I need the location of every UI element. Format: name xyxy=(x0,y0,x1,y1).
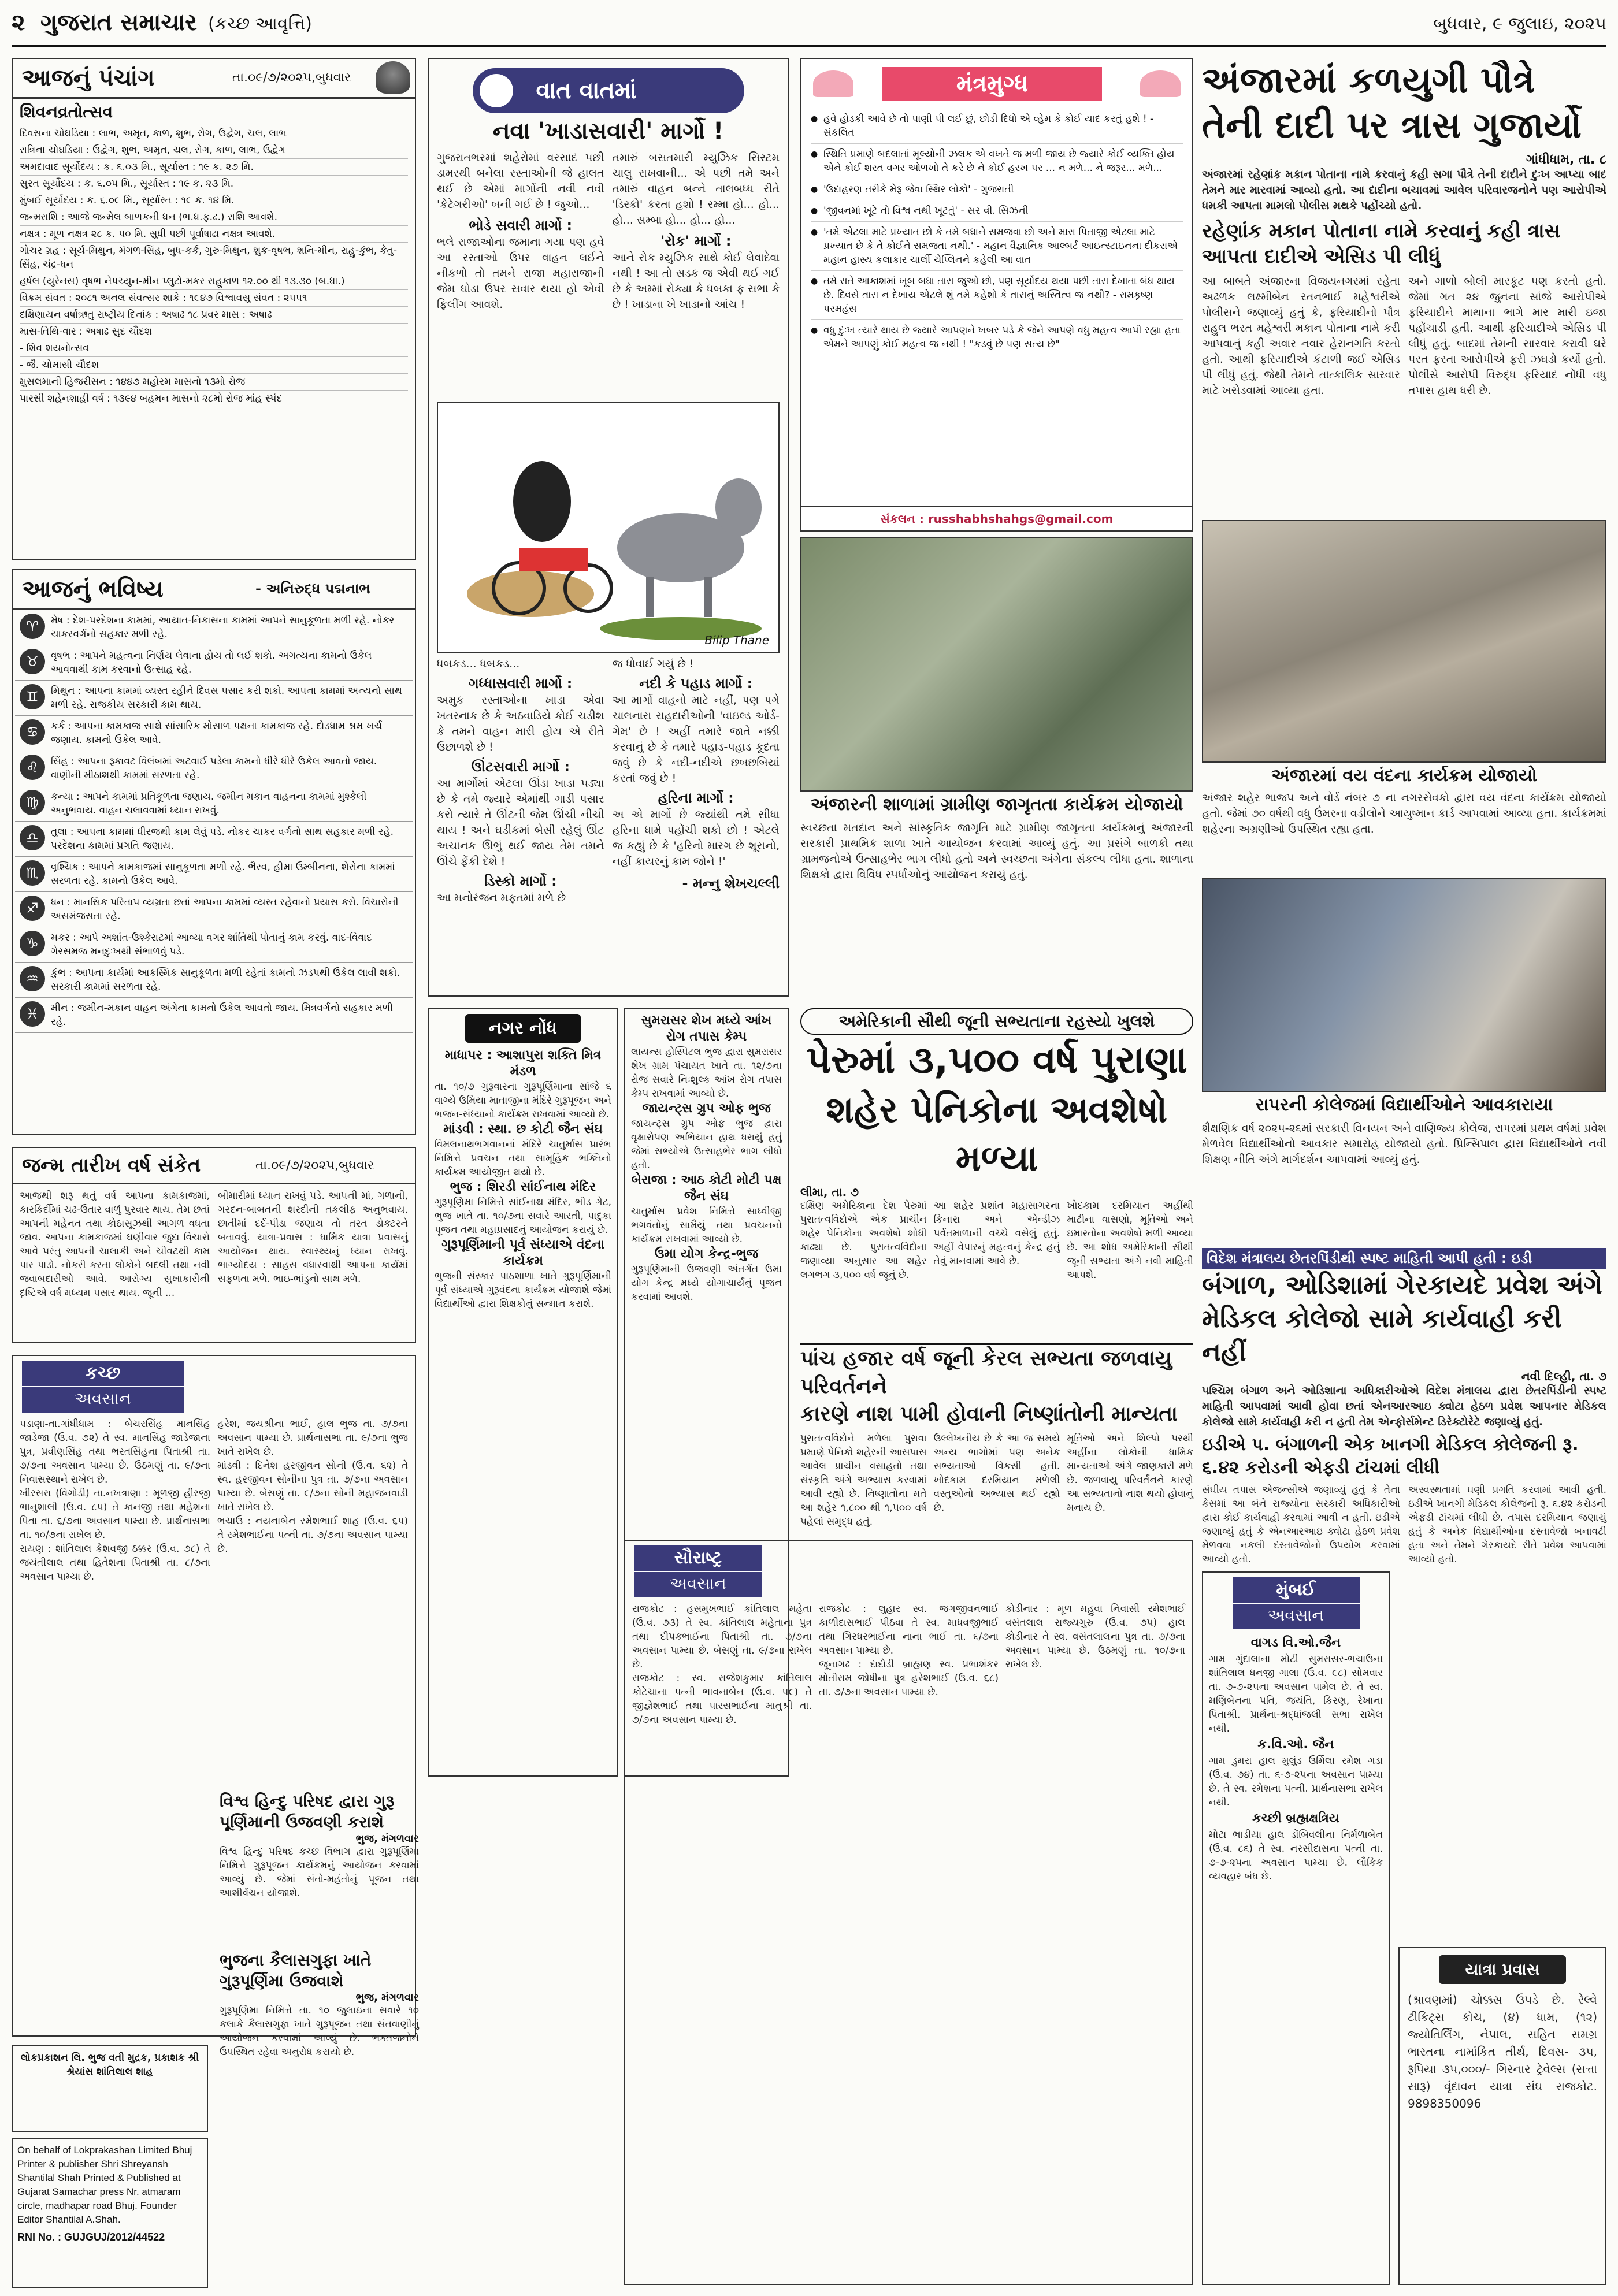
anjar-headline-1: અંજારમાં કળયુગી પૌત્રે xyxy=(1202,59,1535,101)
vaat-intro: ગુજરાતભરમાં શહેરોમાં વરસાદ પછી ડામરથી બનેલા રસ્તાઓની જે હાલત થઈ છે એમાં માર્ગોની નવી નવી 'કેટેગરીઓ' બની ગઈ છે ! જુઓ... xyxy=(437,151,604,211)
horoscope-text: વૃશ્ચિક : આપને કામકાજમાં સાનુકૂળતા મળી રહે. ભૈરવ, હીમા ઉમ્બીનના, શેરોના કામમાં સરળતા રહે. કામનો ઉકેલ આવે. xyxy=(51,861,395,887)
mumbai-p-1: ગામ ગુંદાલાના મોટી સુમરાસર-ભચાઉના શાંતિલાલ ધનજી ગાલા (ઉ.વ. ૯૮) સોમવાર તા. ૭-૭-૨૫ના અવસાન પામેલ છે. તે સ્વ. મણિબેનના પતિ, જયંતિ, કિરણ, રેખાના પિતાશ્રી. પ્રાર્થના-શ્રદ્ધાંજલી સભા રાખેલ નથી. xyxy=(1209,1654,1383,1734)
vaat-header xyxy=(473,68,744,113)
publisher-text: લોકપ્રકાશન લિ. ભુજ વતી મુદ્રક, પ્રકાશક શ્રી શ્રેયાંસ શાંતિલાલ શાહ xyxy=(20,2052,199,2078)
bhavishya-author: - અનિરુદ્ધ પદ્મનાભ xyxy=(255,581,370,597)
bullet-icon: ● xyxy=(811,150,818,159)
panchang-title: આજનું પંચાંગ xyxy=(22,65,155,91)
saurashtra-section xyxy=(624,1540,1193,2285)
bullet-icon: ● xyxy=(811,206,818,216)
horoscope-row xyxy=(15,610,413,645)
horoscope-row xyxy=(15,716,413,751)
cartoon-illustration xyxy=(438,403,780,649)
zodiac-sign-icon: ♏ xyxy=(20,860,45,886)
quote-item: તમે રાતે આકાશમાં ખૂબ બધા તારા જુઓ છો, પણ સૂર્યોદય થયા પછી તારા દેખાતા બંધ થાય છે. દિવસે તારા ન દેખાય એટલે શું તમે કહેશો કે તારાનું અસ્તિત્વ જ નથી? - રામકૃષ્ણ પરમહંસ ● xyxy=(811,271,1183,320)
vaat-rock-text: આને રોક મ્યુઝિક સાથે કોઈ લેવાદેવા નથી ! આ તો સડક જ એવી થઈ ગઈ છે કે અમ્માં રોક્યા કે ધબકા ફ સભા કે છે ! ખાડાના ખે ખાડાનો આંચ ! xyxy=(612,251,780,311)
bullet-icon: ● xyxy=(811,277,818,286)
vaat-section xyxy=(428,58,789,997)
kerala-story xyxy=(800,1343,1193,1534)
horoscope-text: મિથુન : આપના કામમાં વ્યસ્ત રહીને દિવસ પસાર કરી શકો. આપના કામમાં અન્યનો સાથ મળી રહે. રાજકીય સરકારી કામ થાય. xyxy=(51,685,402,711)
bengal-kicker: વિદેશ મંત્રાલય છેતરપિંડીથી સ્પષ્ટ માહિતી આપી હતી : ઇડી xyxy=(1202,1248,1606,1269)
horoscope-row xyxy=(15,786,413,822)
panchang-date: તા.૦૯/૭/૨૦૨૫,બુધવાર xyxy=(232,70,351,85)
nondh-p-3: ગુરૂપૂર્ણિમા નિમિત્તે સાંઈનાથ મંદિર, ભીડ ગેટ, ભુજ ખાતે તા. ૧૦/૭ના સવારે આરતી, પાદુકા પૂજન તથા મહાપ્રસાદનું આયોજન કરાયું છે. xyxy=(435,1197,611,1236)
vaat-gadha-text: અમુક રસ્તાઓના ખાડા એવા ખતરનાક છે કે અઠવાડિયે કોઈ ચડીશ કે તમને વાહન મારી હોય એ રીતે ઉછાળશે છે ! xyxy=(437,694,604,753)
kutch-label: કચ્છ xyxy=(85,1363,121,1383)
kerala-headline-1: પાંચ હજાર વર્ષ જૂની કેરલ સભ્યતા જળવાયુ પરિવર્તનને xyxy=(800,1347,1172,1398)
horoscope-row xyxy=(15,857,413,892)
anjar-headline-2: તેની દાદી પર ત્રાસ ગુજાર્યો xyxy=(1202,104,1582,146)
vaat-sub-rock: 'રોક' માર્ગો : xyxy=(660,233,732,249)
anjar-story xyxy=(1202,58,1606,514)
panchang-line: હર્ષલ (યુરેનસ) વૃષભ નેપચ્યુન-મીન પ્લુટો-મકર રાહુકાળ ૧૨.૦૦ થી ૧૩.૩૦ (બ.ધા.) xyxy=(20,273,408,290)
nondh-p-5: લાયન્સ હોસ્પિટલ ભુજ દ્વારા સુમરાસર શેખ ગ્રામ પંચાયત ખાતે તા. ૧૨/૭ના રોજ સવારે નિઃશુલ્ક આંખ રોગ તપાસ કેમ્પ રાખવામાં આવ્યો છે. xyxy=(631,1046,782,1099)
mumbai-p-2: ગામ ડુમરા હાલ મુલુંડ ઉર્મિલા રમેશ ગડા (ઉ.વ. ૭૪) તા. ૬-૭-૨૫ના અવસાન પામ્યા છે. તે સ્વ. રમેશના પત્ની. પ્રાર્થનાસભા રાખેલ નથી. xyxy=(1209,1755,1383,1808)
kailas-place: ભુજ, મંગળવાર xyxy=(355,1992,419,2004)
vaat-sub-unt: ઊંટસવારી માર્ગો : xyxy=(471,759,570,775)
saurashtra-col-2: રાજકોટ : લુહાર સ્વ. જગજીવનભાઈ કાળીદાસભાઈ પીઠવા તે સ્વ. માધવજીભાઈ તથા ગિરધરભાઈના નાના ભાઈ તા. ૬/૭ના અવસાન પામ્યા છે. જૂનાગઢ : દાદોડી બ્રાહ્મણ સ્વ. પ્રભાશંકર મોતીરામ જોષીના પુત્ર હરેશભાઈ (ઉ.વ. ૬૮) તા. ૭/૭ના અવસાન પામ્યા છે. xyxy=(819,1603,999,1698)
bhavishya-title: આજનું ભવિષ્ય xyxy=(22,576,164,603)
vishwa-story xyxy=(220,1791,419,1941)
vaat-bhode-text: ભલે રાજાઓના જમાના ગયા પણ હવે આ રસ્તાઓ ઉપર વાહન લઈને નીકળો તો તમને રાજા મહારાજાની જેમ ઘોડા ઉપર સવાર થયા હો એવી ફિલીંગ આવશે. xyxy=(437,236,604,311)
bullet-icon: ● xyxy=(811,326,818,335)
nondh-sub-4: ગુરૂપૂર્ણિમાની પૂર્વ સંધ્યાએ વંદના કાર્યક્રમ xyxy=(441,1238,604,1268)
panchang-line: નક્ષત્ર : મૂળ નક્ષત્ર ૨૮ ક. ૫૦ મિ. સુધી પછી પૂર્વાષાઢા નક્ષત્ર આવશે. xyxy=(20,226,408,243)
ganesha-icon xyxy=(376,61,410,94)
horoscope-text: સિંહ : આપના રૂકાવટ વિલંબમાં અટવાઈ પડેલા કામનો ધીરે ધીરે ઉકેલ આવતો જાય. વાણીની મીઠાશથી કામમાં સરળતા રહે. xyxy=(51,756,377,781)
peru-place: લીમા, તા. ૭ xyxy=(800,1185,859,1199)
school-body: સ્વચ્છતા મતદાન અને સાંસ્કૃતિક જાગૃતિ માટે ગ્રામીણ જાગૃતતા કાર્યક્રમનું અંજારની સરકારી પ્રાથમિક શાળા ખાતે આયોજન કરવામાં આવ્યું હતું. આ પ્રસંગે બાળકો તથા ગ્રામજનોએ ઉત્સાહભેર ભાગ લીધો હતો અને સ્વચ્છતા અંગેના સંકલ્પ લીધા હતા. શાળાના શિક્ષકો દ્વારા વિવિધ સ્પર્ધાઓનું આયોજન કરાયું હતું. xyxy=(800,822,1193,881)
nagar-nondh-title: નગર નોંધ xyxy=(488,1018,558,1038)
mumbai-sub-3: કચ્છી બ્રહ્મક્ષત્રિય xyxy=(1252,1811,1339,1826)
rapar-body: શૈક્ષણિક વર્ષ ૨૦૨૫-૨૬માં સરકારી વિનયન અને વાણિજ્ય કોલેજ, રાપરમાં પ્રથમ વર્ષમાં પ્રવેશ મેળવેલ વિદ્યાર્થીઓનો આવકાર સમારોહ યોજાયો હતો. પ્રિન્સિપાલ દ્વારા વિદ્યાર્થીઓને નવી શિક્ષણ નીતિ અંગે માર્ગદર્શન આપવામાં આવ્યું હતું. xyxy=(1202,1122,1606,1166)
nagar-nondh-section xyxy=(428,1008,618,1777)
mumbai-sub-1: વાગડ વિ.ઓ.જૈન xyxy=(1250,1636,1341,1650)
peru-col-1: દક્ષિણ અમેરિકાના દેશ પેરુમાં પુરાતત્વવિદોએ એક પ્રાચીન શહેર પેનિકોના અવશેષો શોધી કાઢ્યા છે. પુરાતત્વવિદોના જણાવ્યા અનુસાર આ શહેર લગભગ ૩,૫૦૦ વર્ષ જૂનું છે. xyxy=(800,1200,927,1281)
panchang-line: ગોચર ગ્રહ : સૂર્ય-મિથુન, મંગળ-સિંહ, બુધ-કર્ક, ગુરુ-મિથુન, શુક્ર-વૃષભ, શનિ-મીન, રાહુ-કુંભ, કેતુ-સિંહ, ચંદ્ર-ધન xyxy=(20,243,408,273)
quote-item: હવે હોડકી આવે છે તો પાણી પી લઈ છું, છોડી દિધો એ વ્હેમ કે કોઈ યાદ કરતું હશે ! - સંકલિત ● xyxy=(811,109,1183,144)
vishwa-title: વિશ્વ હિન્દુ પરિષદ દ્વારા ગુરૂ પૂર્ણિમાની ઉજવણી કરાશે xyxy=(220,1792,395,1831)
kutch-avsan-header xyxy=(22,1361,184,1413)
page-number: ૨ xyxy=(12,9,25,36)
saurashtra-col-1: રાજકોટ : હસમુખભાઈ કાંતિલાલ મહેતા (ઉ.વ. ૭૩) તે સ્વ. કાંતિલાલ મહેતાના પુત્ર તથા દીપકભાઈના પિતાશ્રી તા. ૭/૭ના અવસાન પામ્યા છે. બેસણું તા. ૯/૭ના રાખેલ છે. રાજકોટ : સ્વ. રાજેશકુમાર કાંતિલાલ કોટેચાના પત્ની ભાવનાબેન (ઉ.વ. ૫૯) તે જીજ્ઞેશભાઈ તથા પારસભાઈના માતુશ્રી તા. ૭/૭ના અવસાન પામ્યા છે. xyxy=(632,1603,812,1726)
bullet-icon: ● xyxy=(811,185,818,194)
anjar-subhead: રહેણાંક મકાન પોતાના નામે કરવાનું કહી ત્રાસ આપતા દાદીએ એસિડ પી લીધું xyxy=(1202,220,1561,268)
mantra-footer xyxy=(801,506,1192,530)
horoscope-text: મેષ : દેશ-પરદેશના કામમાં, આયાત-નિકાસના કામમાં આપને સાનુકૂળતા મળી રહે. નોકર ચાકરવર્ગનો સહકાર મળી રહે. xyxy=(51,615,395,640)
panchang-line: માસ-તિથિ-વાર : અષાઢ સુદ ચૌદશ xyxy=(20,324,408,340)
edition-label: (કચ્છ આવૃત્તિ) xyxy=(208,14,312,34)
panchang-line: દિવસના ચોઘડિયા : લાભ, અમૃત, કાળ, શુભ, રોગ, ઉદ્વેગ, ચલ, લાભ xyxy=(20,125,408,142)
panchang-line: વિક્રમ સંવત : ૨૦૮૧ અનલ સંવત્સર શાકે : ૧૯૪૭ વિશ્વાવસુ સંવત : ૨૫૫૧ xyxy=(20,290,408,307)
panchang-line: પારસી શહેનશાહી વર્ષ : ૧૩૯૪ બહમન માસનો ૨૮મો રોજ માંહ સ્પંદ xyxy=(20,391,408,407)
anjar-body-right: અને ગાળો બોલી મારકૂટ પણ કરતો હતો. જેમાં ગત ૨૪ જુનના સાંજે આરોપીએ ફરિયાદીને માથાના ભાગે માર મારી ઇજા પહોંચાડી હતી. આથી ફરિયાદીએ એસિડ પી લીધું હતું. બાદમાં તેમની સારવાર કરાવી ઘરે પરત ફરતા આરોપીએ ફરી ઝઘડો કર્યો હતો. પોલીસે આરોપી વિરુદ્ધ ફરિયાદ નોંધી વધુ તપાસ હાથ ધરી છે. xyxy=(1408,275,1606,397)
mantra-title-bar xyxy=(882,67,1102,101)
panchang-line: અમદાવાદ સૂર્યોદય : ક. ૬.૦૩ મિ., સૂર્યાસ્ત : ૧૯ ક. ૨૭ મિ. xyxy=(20,159,408,176)
zodiac-sign-icon: ♍ xyxy=(20,790,45,815)
vaat-sub-gadha: ગધ્ધાસવારી માર્ગો : xyxy=(469,675,573,692)
anjar-lead: અંજારમાં રહેણાંક મકાન પોતાના નામે કરવાનું કહી સગા પૌત્રે તેની દાદીને દુઃખ આપ્યા બાદ તેમને માર મારવામાં આવ્યો હતો. આ દાદીના બચાવમાં આવેલ પરિવારજનોને પણ આરોપીએ ધમકી આપતા મામલો પોલીસ મથકે પહોંચ્યો હતો. xyxy=(1202,168,1606,212)
vaat-nadi-text: આ માર્ગો વાહનો માટે નહીં, પણ પગે ચાલનારા રાહદારીઓની 'વાઇલ્ડ ઓર્ડ-ગેમ' છે ! અહીં તમારે જાતે નક્કી કરવાનું છે કે તમારે પહાડ-પહાડ કૂદતા જવું છે કે નદી-નદીએ છબછબિયાં કરતાં જવું છે ! xyxy=(612,694,780,785)
panchang-line: મુંબઈ સૂર્યોદય : ક. ૬.૦૯ મિ., સૂર્યાસ્ત : ૧૯ ક. ૧૪ મિ. xyxy=(20,192,408,209)
mumbai-avsan-label: અવસાન xyxy=(1233,1603,1360,1627)
saurashtra-avsan-label: અવસાન xyxy=(634,1571,762,1595)
mantra-email: સંકલન : russhabhshahgs@gmail.com xyxy=(880,512,1114,526)
issue-date: બુધવાર, ૯ જુલાઇ, ૨૦૨૫ xyxy=(1433,14,1606,34)
bengal-col-2: અસ્વસ્થતામાં ઘણી પ્રગતિ કરવામાં આવી હતી. ઇડીએ ખાનગી મેડિકલ કોલેજની રૂ. ૬.૪૨ કરોડની એફડી ટાંચમાં લીધી છે. તપાસ દરમિયાન જણાયું હતું કે અનેક વિદ્યાર્થીઓના દસ્તાવેજો બનાવટી હતા અને તેમને ગેરકાયદે રીતે પ્રવેશ આપવામાં આવ્યો હતો. xyxy=(1408,1484,1606,1565)
birthday-col2: બીમારીમાં ધ્યાન રાખવું પડે. આપની માં, ગળાની, ગરદન-બાબતની શરદીની તકલીફ અનુભવાય. છાતીમાં દર્દ-પીડા જણાય તો તરત ડોક્ટરને બતાવવું. યાત્રા-પ્રવાસ : ધાર્મિક યાત્રા પ્રવાસનું આયોજન થાય. સ્વાસ્થ્યનું ધ્યાન રાખવું. ભાગ્યોદય : સાહસ વધારવાથી આપના કાર્યમાં સફળતા મળે. ભાઇ-ભાંડુનો સાથ મળે. xyxy=(218,1190,408,1285)
mantra-header xyxy=(801,59,1192,109)
birthday-title: જન્મ તારીખ વર્ષ સંકેત xyxy=(22,1154,201,1177)
panchang-line: જન્મરાશિ : આજે જન્મેલ બાળકની ધન (ભ.ધ.ફ.ઢ.) રાશિ આવશે. xyxy=(20,209,408,226)
mumbai-sub-2: ક.વિ.ઓ. જૈન xyxy=(1257,1737,1334,1752)
panchang-lines xyxy=(13,125,415,407)
vaat-title: નવા 'ખાડાસવારી' માર્ગો ! xyxy=(492,118,724,144)
mumbai-header xyxy=(1233,1577,1360,1629)
zodiac-sign-icon: ♑ xyxy=(20,931,45,956)
nagar-nondh-header xyxy=(465,1014,581,1043)
vaat-disco-intro: તમારું બસતમારી મ્યુઝિક સિસ્ટમ ચાલુ રાખવાની... એ પછી તમે અને તમારું વાહન બન્ને તાલબધ્ધ રીતે 'ડિસ્કો' કરતા હશો ! રમ્મા હો... હો... હો... સમ્બા હો... હો... હો... xyxy=(612,151,780,226)
yatra-title-text: યાત્રા પ્રવાસ xyxy=(1465,1960,1540,1979)
horoscope-row xyxy=(15,751,413,786)
kailas-title: ભુજના કૈલાસગુફા ખાતે ગુરૂપૂર્ણિમા ઉજવાશે xyxy=(220,1951,372,1990)
panchang-header xyxy=(13,59,415,99)
zodiac-sign-icon: ♐ xyxy=(20,896,45,921)
yatra-title xyxy=(1439,1955,1566,1984)
bhavishya-list xyxy=(13,610,415,1033)
quote-item: વધુ દુઃખ ત્યારે થાય છે જ્યારે આપણને ખબર પડે કે જેને આપણે વધુ મહત્વ આપી રહ્યા હતા એમને આપણું કોઈ મહત્વ જ નથી ! "કડવું છે પણ સત્ય છે" ● xyxy=(811,320,1183,355)
horoscope-row xyxy=(15,822,413,857)
vishwa-body: વિશ્વ હિન્દુ પરિષદ કચ્છ વિભાગ દ્વારા ગુરૂપૂર્ણિમા નિમિત્તે ગુરૂપૂજન કાર્યક્રમનું આયોજન કરવામાં આવ્યું છે. જેમાં સંતો-મહંતોનું પૂજન તથા આશીર્વચન યોજાશે. xyxy=(220,1846,419,1899)
vaat-hari-text: અ એ માર્ગો છે જ્યાંથી તમે સીધા હરિના ધામે પહોંચી શકો છો ! એટલે જ કહ્યું છે કે 'હરિનો મારગ છે શૂરાનો, નહીં કાયરનું કામ જોને !' xyxy=(612,808,780,868)
peru-col-3: ખોદકામ દરમિયાન અહીંથી માટીના વાસણો, મૂર્તિઓ અને ઇમારતોના અવશેષો મળી આવ્યા છે. આ શોધ અમેરિકાની સૌથી જૂની સભ્યતા અંગે નવી માહિતી આપશે. xyxy=(1067,1200,1194,1281)
bengal-col-1: સંઘીય તપાસ એજન્સીએ જણાવ્યું હતું કે તેના કેસમાં આ બંને રાજ્યોના સરકારી અધિકારીઓ દ્વારા કોઈ કાર્યવાહી કરવામાં આવી ન હતી. ઇડીએ જણાવ્યું હતું કે એનઆરઆઇ ક્વોટા હેઠળ પ્રવેશ મેળવવા નકલી દસ્તાવેજોનો ઉપયોગ કરવામાં આવ્યો હતો. xyxy=(1202,1484,1400,1565)
nondh-sub-6: જાયન્ટ્સ ગ્રુપ ઓફ ભુજ xyxy=(642,1101,771,1116)
kerala-headline-2: કારણે નાશ પામી હોવાની નિષ્ણાંતોની માન્યતા xyxy=(800,1402,1178,1426)
bengal-lead: પશ્ચિમ બંગાળ અને ઓડિશાના અધિકારીઓએ વિદેશ મંત્રાલય દ્વારા છેતરપિંડીની સ્પષ્ટ માહિતી આપવામાં આવી હોવા છતાં એનઆરઆઇ ક્વોટા હેઠળ પ્રવેશ આપનાર મેડિકલ કોલેજો સામે કાર્યવાહી કરી ન હતી તેમ એન્ફોર્સમેન્ટ ડિરેક્ટોરેટે જણાવ્યું હતું. xyxy=(1202,1384,1606,1428)
quote-item: સ્થિતિ પ્રમાણે બદલાતાં મૂલ્યોની ઝલક એ વખતે જ મળી જાય છે જ્યારે કોઈ વ્યક્તિ હોય એને કોઈ શરત વગર ઓળખો તે કરે છે ને કોઈ હરખ પર ... ન મળે... ને જરૂર... મળે... ● xyxy=(811,144,1183,179)
vaat-cartoon xyxy=(437,402,780,653)
nondh-p-2: વિમલનાથભગવાનનાં મંદિરે ચાતુર્માસ પ્રારંભ નિમિત્તે પ્રવચન તથા સામૂહિક ભક્તિનો કાર્યક્રમ આયોજીત થયો છે. xyxy=(435,1139,611,1178)
panchang-line: રાત્રિના ચોઘડિયા : ઉદ્વેગ, શુભ, અમૃત, ચલ, રોગ, કાળ, લાભ, ઉદ્વેગ xyxy=(20,142,408,159)
kutch-avsan-label: અવસાન xyxy=(22,1386,184,1410)
bengal-headline-1: બંગાળ, ઓડિશામાં ગેરકાયદે પ્રવેશ અંગે xyxy=(1202,1270,1602,1300)
horoscope-text: ધન : માનસિક પરિતાપ વ્યગ્રતા છતાં આપના કામમાં વ્યસ્ત રહેવાનો પ્રયાસ કરો. વિચારોની અસમંજસતા રહે. xyxy=(51,897,399,922)
birthday-date: તા.૦૯/૭/૨૦૨૫,બુધવાર xyxy=(255,1158,374,1173)
horoscope-row xyxy=(15,927,413,963)
horoscope-row xyxy=(15,645,413,681)
vaat-sub-bhode: ભોડે સવારી માર્ગો : xyxy=(469,217,573,233)
panchang-line: દક્ષિણાયન વર્ષાઋતુ રાષ્ટ્રીય દિનાંક : અષાઢ ૧૮ પ્રવર માસ : અષાઢ xyxy=(20,307,408,324)
bullet-icon: ● xyxy=(811,114,818,124)
horoscope-text: મીન : જમીન-મકાન વાહન અંગેના કામનો ઉકેલ આવતો જાય. મિત્રવર્ગનો સહકાર મળી રહે. xyxy=(51,1002,393,1028)
lotus-icon xyxy=(813,70,853,97)
kutch-avsan-col-2: હરેશ, જયશ્રીના ભાઈ, હાલ ભુજ તા. ૭/૭ના અવસાન પામ્યા છે. પ્રાર્થનાસભા તા. ૯/૭ના ભુજ ખાતે રાખેલ છે. માંડવી : દિનેશ હરજીવન સોની (ઉ.વ. ૬૨) તે સ્વ. હરજીવન સોનીના પુત્ર તા. ૭/૭ના અવસાન પામ્યા છે. બેસણું તા. ૯/૭ના સોની મહાજનવાડી ખાતે રાખેલ છે. ભચાઉ : નયનાબેન રમેશભાઈ શાહ (ઉ.વ. ૬૫) તે રમેશભાઈના પત્ની તા. ૭/૭ના અવસાન પામ્યા છે. xyxy=(217,1418,408,1555)
quote-item: 'તમે એટલા માટે પ્રખ્યાત છો કે તમે બધાને સમજવા છો અને મારા પિતાજી એટલા માટે પ્રખ્યાત છે કે તે કોઈને સમજતા નથી.' - મહાન વૈજ્ઞાનિક આલ્બર્ટ આઇન્સ્ટાઇનના દીકરાએ મહાન હાસ્ય કલાકાર ચાર્લી ચેપ્લિનને કહેલી આ વાત ● xyxy=(811,222,1183,271)
bengal-headline-2: મેડિકલ કોલેજો સામે કાર્યવાહી કરી નહીં xyxy=(1202,1304,1562,1367)
kerala-col-2: ઉલ્લેખનીય છે કે આ જ સમયે અન્ય ભાગોમાં પણ અનેક સભ્યતાઓ વિકસી હતી. ખોદકામ દરમિયાન મળેલી વસ્તુઓનો અભ્યાસ થઈ રહ્યો છે. xyxy=(933,1433,1060,1514)
peru-col-2: આ શહેર પ્રશાંત મહાસાગરના કિનારા અને એન્ડીઝ પર્વતમાળાની વચ્ચે વસેલું હતું. અહીં વેપારનું મહત્વનું કેન્દ્ર હતું તેવું માનવામાં આવે છે. xyxy=(933,1200,1060,1267)
vaat-sub-hari: હરિના માર્ગો : xyxy=(658,790,734,806)
zodiac-sign-icon: ♓ xyxy=(20,1001,45,1027)
nondh-p-7: ચાતુર્માસ પ્રવેશ નિમિત્તે સાધ્વીજી ભગવંતોનું સામૈયું તથા પ્રવચનનો કાર્યક્રમ રાખવામાં આવ્યો છે. xyxy=(631,1206,782,1245)
vaat-sub-nadi: નદી કે પહાડ માર્ગો : xyxy=(639,675,753,692)
peru-kicker-text: અમેરિકાની સૌથી જૂની સભ્યતાના રહસ્યો ખુલશે xyxy=(838,1012,1155,1031)
publisher-box xyxy=(12,2045,208,2132)
faces-icon xyxy=(480,74,513,107)
peru-headline-2: શહેર પેનિકોના અવશેષો મળ્યા xyxy=(826,1088,1168,1179)
nondh-p-6: જાયન્ટ્સ ગ્રુપ ઓફ ભુજ દ્વારા વૃક્ષારોપણ અભિયાન હાથ ધરાયું હતું જેમાં સભ્યોએ ઉત્સાહભેર ભાગ લીધો હતો. xyxy=(631,1118,782,1171)
bhavishya-header xyxy=(13,570,415,610)
mantra-section xyxy=(800,58,1193,532)
bullet-icon: ● xyxy=(811,228,818,237)
horoscope-row xyxy=(15,998,413,1033)
vaat-sub-disco: ડિસ્કો માર્ગો : xyxy=(484,873,557,889)
bhavishya-section xyxy=(12,569,416,1135)
mumbai-section xyxy=(1202,1571,1390,2285)
horoscope-row xyxy=(15,681,413,716)
nondh-sub-5: સુમરાસર શેખ મધ્યે આંખ રોગ તપાસ કેમ્પ xyxy=(641,1013,772,1044)
imprint-box xyxy=(12,2138,208,2288)
mantra-list xyxy=(801,109,1192,355)
horoscope-text: કુંભ : આપના કાર્યમાં આકસ્મિક સાનુકૂળતા મળી રહેતાં કામનો ઝડપથી ઉકેલ લાવી શકો. સરકારી કામમાં સરળતા રહે. xyxy=(51,967,400,993)
horoscope-text: તુલા : આપના કામમાં ધીરજથી કામ લેવું પડે. નોકર ચાકર વર્ગનો સાથ સહકાર મળી રહે. પરદેશના કામમાં પ્રગતિ જણાય. xyxy=(51,826,394,852)
horoscope-text: મકર : આપે અશાંત-ઉશ્કેરાટમાં આવ્યા વગર શાંતિથી પોતાનું કામ કરવું. વાદ-વિવાદ ગેરસમજ મનદુઃખથી સંભાળવું પડે. xyxy=(51,932,372,957)
nondh-p-8: ગુરૂપૂર્ણિમાની ઉજવણી અંતર્ગત ઉમા યોગ કેન્દ્ર મધ્યે યોગાચાર્યનું પૂજન કરવામાં આવશે. xyxy=(631,1264,782,1303)
yatra-body: (શ્રાવણમાં) ચોક્કસ ઉપડે છે. રેલ્વે ટીકિટ્સ કોચ, (૪) ધામ, (૧૨) જ્યોતિર્લિંગ, નેપાલ, સહિત સમગ્ર ભારતના નામાંકિત તીર્થ, દિવસ- ૩૫, રૂપિયા ૩૫,૦૦૦/- ગિરનાર ટ્રેવેલ્સ (સત્તા સારૂ) વૃંદાવન યાત્રા સંઘ રાજકોટ. 9898350096 xyxy=(1408,1993,1597,2111)
school-caption: અંજારની શાળામાં ગ્રામીણ જાગૃતતા કાર્યક્રમ યોજાયો xyxy=(810,794,1183,815)
quote-item: 'ઉદાહરણ તરીકે મેરૂ જેવા સ્થિર લોકો' - ગુજરાતી ● xyxy=(811,179,1183,200)
vandana-caption: અંજારમાં વય વંદના કાર્યક્રમ યોજાયો xyxy=(1271,766,1537,786)
zodiac-sign-icon: ♊ xyxy=(20,684,45,709)
zodiac-sign-icon: ♒ xyxy=(20,966,45,991)
quote-item: 'જીવનમાં ખૂટે તો વિશ્વ નથી ખૂટતું' - સર વી. સિઝની ● xyxy=(811,200,1183,222)
zodiac-sign-icon: ♌ xyxy=(20,755,45,780)
nondh-p-1: તા. ૧૦/૭ ગુરૂવારના ગુરૂપૂર્ણિમાના સાંજે ૬ વાગ્યે ઉમિયા માતાજીના મંદિરે ગુરૂપૂજન અને ભજન-સંધ્યાનો કાર્યક્રમ રાખવામાં આવ્યો છે. xyxy=(435,1081,611,1120)
vaat-dhabak: ધબકડ... ધબકડ... xyxy=(437,657,520,670)
zodiac-sign-icon: ♎ xyxy=(20,825,45,850)
imprint-text: On behalf of Lokprakashan Limited Bhuj Printer & publisher Shri Shreyansh Shantilal Shah Printed & Published at Gujarat Samachar press Nr. atmaram circle, madhapar road Bhuj. Founder Editor Shantilal A.Shah. xyxy=(17,2145,192,2225)
horoscope-row xyxy=(15,963,413,998)
panchang-line: - જૈ. ચોમાસી ચૌદશ xyxy=(20,357,408,374)
peru-kicker xyxy=(800,1008,1193,1035)
masthead xyxy=(12,6,1606,47)
zodiac-sign-icon: ♉ xyxy=(20,649,45,674)
nondh-sub-7: બેરાજા : આઠ કોટી મોટી પક્ષ જૈન સંઘ xyxy=(631,1173,782,1203)
kailas-story xyxy=(220,1950,419,2285)
panchang-section xyxy=(12,58,416,560)
mumbai-p-3: મોટા ભાડીયા હાલ ડોંબિવલીના નિર્મળાબેન (ઉ.વ. ૮૬) તે સ્વ. નરસીદાસના પત્ની તા. ૭-૭-૨૫ના અવસાન પામ્યા છે. લૌકિક વ્યવહાર બંધ છે. xyxy=(1209,1829,1383,1882)
birthday-section xyxy=(12,1147,416,1343)
saurashtra-header xyxy=(634,1545,762,1597)
mantra-header-label: મંત્રમુગ્ધ xyxy=(956,70,1029,97)
saurashtra-col-3: કોડીનાર : મૂળ મહુવા નિવાસી રમેશભાઈ વસંતલાલ રાજ્યગુરુ (ઉ.વ. ૭૫) હાલ કોડીનાર તે સ્વ. વસંતલાલના પુત્ર તા. ૭/૭ના અવસાન પામ્યા છે. ઉઠમણું તા. ૧૦/૭ના રાખેલ છે. xyxy=(1005,1603,1185,1670)
saurashtra-label: સૌરાષ્ટ્ર xyxy=(674,1548,722,1568)
nondh-sub-3: ભુજ : શિરડી સાંઈનાથ મંદિર xyxy=(450,1180,596,1194)
nondh-p-4: ભુજની સંસ્કાર પાઠશાળા ખાતે ગુરૂપૂર્ણિમાની પૂર્વ સંધ્યાએ ગુરૂવંદના કાર્યક્રમ યોજાશે જેમાં વિદ્યાર્થીઓ દ્વારા શિક્ષકોનું સન્માન કરાશે. xyxy=(435,1270,611,1310)
nondh-sub-8: ઉમા યોગ કેન્દ્ર-ભુજ xyxy=(654,1247,759,1261)
rni-number: RNI No. : GUJGUJ/2012/44522 xyxy=(17,2231,165,2243)
vaat-unt-text: આ માર્ગોમાં એટલા ઊંડા ખાડા પડ્યા છે કે તમે જ્યારે એમાંથી ગાડી પસાર કરો ત્યારે તે ઊંટની જેમ ઊંચી નીચી થાય ! અને ઘડીકમાં બેસી રહેલું ઊંટ અચાનક ઊભું થઈ જાય તેમ તમને ઊંચે ફેંકી દેશે ! xyxy=(437,777,604,868)
peru-story xyxy=(800,1008,1193,1338)
vandana-photo xyxy=(1202,520,1606,763)
vaat-author: - મન્નુ શેખચલ્લી xyxy=(682,875,780,891)
horoscope-text: કન્યા : આપને કામમાં પ્રતિકૂળતા જણાય. જમીન મકાન વાહનના કામમાં મુશ્કેલી અનુભવાય. વાહન ચલાવવામાં ધ્યાન રાખવું. xyxy=(51,791,367,816)
zodiac-sign-icon: ♋ xyxy=(20,719,45,745)
vaat-dhovai: જ ધોવાઈ ગયું છે ! xyxy=(612,657,694,670)
yatra-box xyxy=(1398,1947,1606,2285)
horoscope-row xyxy=(15,892,413,927)
horoscope-text: વૃષભ : આપને મહત્વના નિર્ણય લેવાના હોય તો લઈ શકો. અગત્યના કામનો ઉકેલ આવવાથી કામ કરવાનો ઉત્સાહ રહે. xyxy=(51,650,372,675)
rapar-caption: રાપરની કોલેજમાં વિદ્યાર્થીઓને આવકારાયા xyxy=(1255,1095,1553,1115)
zodiac-sign-icon: ♈ xyxy=(20,614,45,639)
birthday-col1: આજથી શરૂ થતું વર્ષ આપના કામકાજમાં, કારકિર્દીમાં ચઢ-ઉતાર વાળું પુરવાર થાય. તેમ છતાં આપની મહેનત તથા કોઠાસૂઝથી આગળ વધતા જાવ. આપના કામકાજમાં ઘણીવાર જુદા વિચારો આવે પરંતુ આપની ચાલાકી અને ચીવટથી કામ પાર પાડો. નોકરી કરતા લોકોને બદલી તથા નવી જવાબદારીઓ આવે. આરોગ્ય સુખાકારીની દૃષ્ટિએ વર્ષ મધ્યમ પસાર થાય. જૂની ... xyxy=(20,1190,210,1299)
vishwa-place: ભુજ, મંગળવાર xyxy=(355,1833,419,1845)
horoscope-text: કર્ક : આપના કામકાજ સાથે સાંસારિક મોસાળ પક્ષના કામકાજ રહે. દોડધામ શ્રમ ખર્ચ જણાય. કામનો ઉકેલ આવે. xyxy=(51,720,383,746)
lotus-icon-right xyxy=(1140,70,1181,97)
mumbai-label: મુંબઈ xyxy=(1276,1580,1316,1600)
panchang-line: સુરત સૂર્યોદય : ક. ૬.૦૫ મિ., સૂર્યાસ્ત : ૧૯ ક. ૨૩ મિ. xyxy=(20,176,408,192)
vaat-disco-text: આ મનોરંજન મફતમાં મળે છે xyxy=(437,891,566,904)
rapar-photo xyxy=(1202,878,1606,1092)
paper-name: ગુજરાત સમાચાર xyxy=(40,9,197,36)
peru-headline-1: પેરુમાં ૩,૫૦૦ વર્ષ પુરાણા xyxy=(806,1038,1187,1082)
anjar-place: ગાંધીધામ, તા. ૮ xyxy=(1526,153,1606,167)
nondh-sub-1: માધાપર : આશાપુરા શક્તિ મિત્ર મંડળ xyxy=(444,1048,602,1079)
kutch-avsan-col-1: પડાણા-તા.ગાંધીધામ : બેચરસિંહ માનસિંહ જાડેજા (ઉ.વ. ૭૨) તે સ્વ. માનસિંહ જાડેજાના પુત્ર, પ્રવીણસિંહ તથા ભરતસિંહના પિતાશ્રી તા. ૭/૭ના અવસાન પામ્યા છે. ઉઠમણું તા. ૯/૭ના નિવાસસ્થાને રાખેલ છે. ખીરસરા (વિગોડી) તા.નખત્રાણા : મૂળજી હીરજી ભાનુશાલી (ઉ.વ. ૮૫) તે કાનજી તથા મહેશના પિતા તા. ૬/૭ના અવસાન પામ્યા છે. પ્રાર્થનાસભા તા. ૧૦/૭ના રાખેલ છે. રાયણ : શાંતિલાલ કેશવજી ઠક્કર (ઉ.વ. ૭૮) તે જયંતીલાલ તથા હિતેશના પિતાશ્રી તા. ૮/૭ના અવસાન પામ્યા છે. xyxy=(20,1418,210,1582)
kailas-body: ગુરૂપૂર્ણિમા નિમિત્તે તા. ૧૦ જુલાઇના સવારે ૧૦ કલાકે કૈલાસગુફા ખાતે ગુરૂપૂજન તથા સંતવાણીનું આયોજન કરવામાં આવ્યું છે. ભક્તજનોને ઉપસ્થિત રહેવા અનુરોધ કરાયો છે. xyxy=(220,2005,419,2058)
cartoonist-signature: Bilip Thane xyxy=(704,633,769,647)
anjar-body-left: આ બાબતે અંજારના વિજયનગરમાં રહેતા અઢળક લક્ષ્મીબેન રતનભાઈ મહેશ્વરીએ પોલીસને જણાવ્યું હતું કે, ફરિયાદીનો પૌત્ર રાહુલ ભરત મહેશ્વરી મકાન પોતાના નામે કરી આપવાનું કહી અવાર નવાર હેરાનગતિ કરતો હતો. આથી ફરિયાદીએ કંટાળી જઈ એસિડ પી લીધું હતું. જેથી તેમને તાત્કાલિક સારવાર માટે ખસેડવામાં આવ્યા હતા. xyxy=(1202,275,1400,397)
panchang-line: મુસલમાની હિજરીસન : ૧૪૪૭ મહોરમ માસનો ૧૩મો રોજ xyxy=(20,374,408,391)
bengal-subhead: ઇડીએ પ. બંગાળની એક ખાનગી મેડિકલ કોલેજની રૂ. ૬.૪૨ કરોડની એફડી ટાંચમાં લીધી xyxy=(1202,1435,1579,1478)
school-photo xyxy=(800,537,1193,792)
panchang-line: - શિવ શયનોત્સવ xyxy=(20,340,408,357)
vandana-body: અંજાર શહેર ભાજપ અને વોર્ડ નંબર ૭ ના નગરસેવકો દ્વારા વય વંદના કાર્યક્રમ યોજાયો હતો. જેમાં ૭૦ વર્ષથી વધુ ઉંમરના વડીલોને આયુષ્માન કાર્ડ આપવામાં આવ્યા હતા. કાર્યક્રમમાં શહેરના અગ્રણીઓ ઉપસ્થિત રહ્યા હતા. xyxy=(1202,792,1606,835)
bengal-place: નવી દિલ્હી, તા. ૭ xyxy=(1521,1369,1606,1383)
kerala-col-1: પુરાતત્વવિદોને મળેલા પુરાવા પ્રમાણે પેનિકો શહેરની આસપાસ આવેલ પ્રાચીન વસાહતો તથા સંસ્કૃતિ અંગે અભ્યાસ કરવામાં આવી રહ્યો છે. નિષ્ણાતોના મતે આ શહેર ૧,૮૦૦ થી ૧,૫૦૦ વર્ષ પહેલાં સમૃદ્ધ હતું. xyxy=(800,1433,927,1528)
birthday-header xyxy=(13,1148,415,1184)
panchang-festival: શિવનવ્રતોત્સવ xyxy=(20,102,113,121)
vaat-header-label: વાત વાતમાં xyxy=(536,77,637,104)
nondh-sub-2: માંડવી : સ્થા. છ કોટી જૈન સંઘ xyxy=(443,1122,603,1136)
kerala-col-3: મૂર્તિઓ અને શિલ્પો પરથી અહીંના લોકોની ધાર્મિક માન્યતાઓ અંગે જાણકારી મળે છે. જળવાયુ પરિવર્તનને કારણે આ સભ્યતાનો નાશ થયો હોવાનું મનાય છે. xyxy=(1067,1433,1194,1514)
